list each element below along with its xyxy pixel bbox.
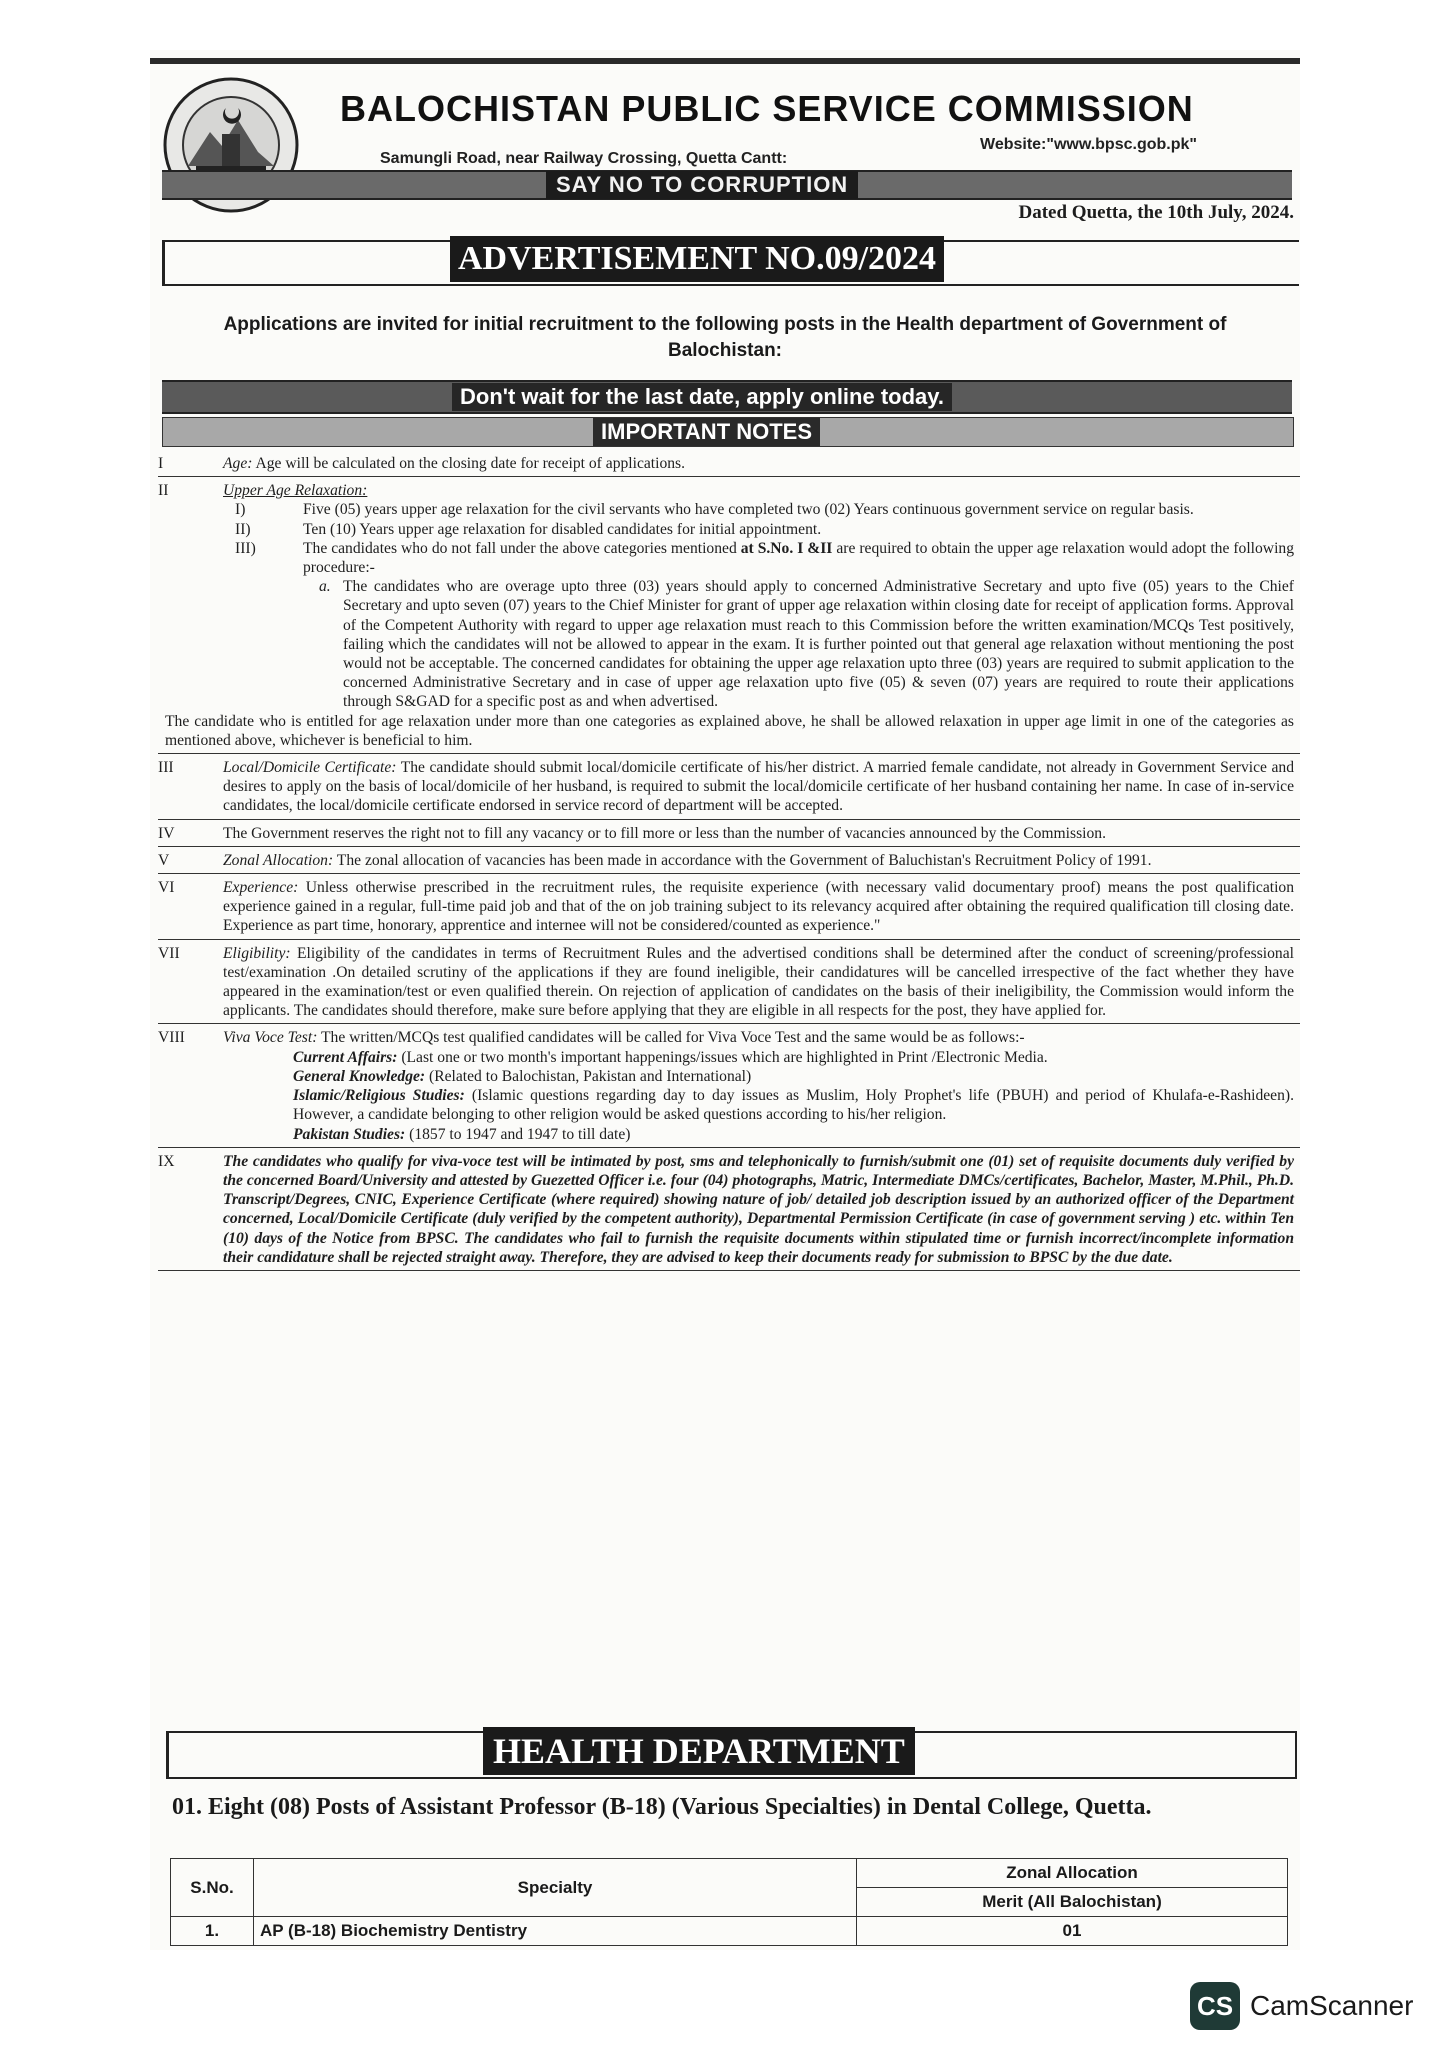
- relaxation-item: [223, 520, 1294, 539]
- relaxation-item: [223, 500, 1294, 519]
- note-number: VIII: [158, 1029, 185, 1047]
- item-text: The candidates who do not fall under the above categories mentioned: [303, 539, 741, 557]
- camscanner-logo-icon: CS: [1190, 1982, 1240, 2030]
- cell-sno: 1.: [171, 1917, 254, 1946]
- viva-item: [223, 1067, 1294, 1086]
- note-upper-age-relaxation: [158, 481, 1300, 754]
- item-text: Five (05) years upper age relaxation for the civil servants who have completed two (02) Years continuous government service on regular basis.: [303, 501, 1194, 519]
- item-text: Ten (10) Years upper age relaxation for disabled candidates for initial appointment.: [303, 520, 822, 538]
- apply-online-text: Don't wait for the last date, apply online today.: [452, 383, 952, 411]
- note-label: Upper Age Relaxation:: [223, 482, 368, 500]
- note-documents: [158, 1152, 1300, 1271]
- important-notes-title: IMPORTANT NOTES: [593, 418, 820, 446]
- note-number: V: [158, 851, 170, 869]
- viva-item: [223, 1125, 1294, 1144]
- note-label: Viva Voce Test:: [223, 1029, 318, 1047]
- note-label: Local/Domicile Certificate:: [223, 759, 397, 777]
- note-number: I: [158, 455, 164, 472]
- viva-item-label: Current Affairs:: [293, 1048, 398, 1066]
- dated-line: Dated Quetta, the 10th July, 2024.: [1018, 202, 1294, 223]
- header-zonal-allocation: Zonal Allocation: [857, 1859, 1288, 1888]
- note-label: Eligibility:: [223, 944, 291, 962]
- note-label: Zonal Allocation:: [223, 851, 334, 869]
- note-number: III: [158, 759, 174, 777]
- slogan: SAY NO TO CORRUPTION: [546, 171, 858, 199]
- cell-specialty: AP (B-18) Biochemistry Dentistry: [254, 1917, 857, 1946]
- org-name: BALOCHISTAN PUBLIC SERVICE COMMISSION: [340, 88, 1194, 129]
- note-number: VII: [158, 944, 180, 962]
- camscanner-watermark: CamScanner: [1250, 1990, 1414, 2021]
- viva-item-label: Pakistan Studies:: [293, 1125, 406, 1143]
- advertisement-intro: Applications are invited for initial recruitment to the following posts in the Health department of Government of Balochistan:: [223, 314, 1227, 361]
- note-label: Experience:: [223, 879, 299, 897]
- note-age: [158, 454, 1300, 477]
- item-text: are required to obtain the upper age relaxation would adopt the following procedure:-: [303, 539, 1294, 577]
- item-number: III): [235, 539, 256, 557]
- viva-item-label: Islamic/Religious Studies:: [293, 1087, 465, 1105]
- note-number: IX: [158, 1152, 175, 1170]
- org-website: Website:"www.bpsc.gob.pk": [980, 136, 1197, 153]
- header-merit: Merit (All Balochistan): [857, 1888, 1288, 1917]
- item-text-bold: at S.No. I &II: [740, 539, 833, 557]
- org-address: Samungli Road, near Railway Crossing, Quetta Cantt:: [380, 150, 788, 167]
- advertisement-title: ADVERTISEMENT NO.09/2024: [450, 236, 944, 282]
- procedure-text: The candidates who are overage upto three (03) years should apply to concerned Administrative Secretary and upto five (05) years to the Chief Secretary and upto seven (07) years to the Chief Minister for grant of upper age relaxation within closing date for receipt of application forms. Approval of the Competent Authority with regard to upper age relaxation must reach to this Commission before the written examination/MCQs Test positively, failing which the candidates will not be allowed to appear in the exam. It is further pointed out that general age relaxation without mentioning the post would not be acceptable. The concerned candidates for obtaining the upper age relaxation upto three (03) years are required to submit application to the concerned Administrative Secretary and in case of upper age relaxation upto five (05) & seven (07) years are required to route their applications through S&GAD for a specific post as and when advertised.: [343, 578, 1294, 711]
- note-text: Unless otherwise prescribed in the recruitment rules, the requisite experience (with necessary valid documentary proof) means the post qualification experience gained in a regular, full-time paid job and that of the on job training subject to its relevancy acquired after obtaining the required qualification till closing date. Experience as part time, honorary, apprentice and internee will not be considered/counted as experience.": [223, 879, 1294, 935]
- note-text: Eligibility of the candidates in terms of Recruitment Rules and the advertised conditions shall be determined after the conduct of screening/professional test/examination .On detailed scrutiny of the applications if they are found ineligible, their candidatures will be cancelled irrespective of the fact whether they have appeared in the examination/test or even qualified therein. On rejection of application of candidates on the basis of their ineligibility, the Commission would inform the applicants. The candidates should therefore, make sure before applying that they are eligible in all respects for the post, they have applied for.: [223, 944, 1294, 1020]
- post-title: 01. Eight (08) Posts of Assistant Professor (B-18) (Various Specialties) in Dental College, Quetta.: [172, 1794, 1152, 1820]
- note-text: Age will be calculated on the closing date for receipt of applications.: [255, 455, 686, 472]
- note-label: Age:: [223, 455, 253, 472]
- top-rule: [150, 58, 1300, 64]
- note-number: VI: [158, 879, 175, 897]
- viva-item: [223, 1086, 1294, 1124]
- relaxation-item: [223, 539, 1294, 577]
- viva-item-text: (Islamic questions regarding day to day issues as Muslim, Holy Prophet's life (PBUH) and period of Khulafa-e-Rashideen). However, a candidate belonging to other religion would be asked questions according to his/her religion.: [293, 1087, 1294, 1124]
- header-sno: S.No.: [171, 1859, 254, 1917]
- viva-item: [223, 1048, 1294, 1067]
- note-text: The written/MCQs test qualified candidates will be called for Viva Voce Test and the same would be as follows:-: [321, 1029, 1025, 1047]
- viva-item-text: (Related to Balochistan, Pakistan and International): [429, 1067, 752, 1085]
- note-government-reserves: [158, 824, 1300, 847]
- relaxation-procedure: [223, 577, 1294, 711]
- note-number: IV: [158, 824, 175, 842]
- header-specialty: Specialty: [254, 1859, 857, 1917]
- item-number: II): [235, 520, 251, 538]
- note-experience: [158, 878, 1300, 940]
- viva-item-text: (Last one or two month's important happenings/issues which are highlighted in Print /Electronic Media.: [401, 1048, 1048, 1066]
- item-number: I): [235, 501, 246, 519]
- note-text: The candidate should submit local/domicile certificate of his/her district. A married female candidate, not already in Government Service and desires to apply on the basis of local/domicile of her husband, is required to submit the local/domicile certificate of her husband containing her name. In case of in-service candidates, the local/domicile certificate endorsed in service record of department will be accepted.: [223, 759, 1294, 815]
- note-eligibility: [158, 944, 1300, 1025]
- important-notes-bar: [162, 417, 1294, 447]
- relaxation-closing: The candidate who is entitled for age relaxation under more than one categories as explained above, he shall be allowed relaxation in upper age limit in one of the categories as mentioned above, whichever is beneficial to him.: [165, 712, 1294, 749]
- document-page: [150, 50, 1300, 1950]
- viva-item-label: General Knowledge:: [293, 1067, 426, 1085]
- note-text: The Government reserves the right not to fill any vacancy or to fill more or less than the number of vacancies announced by the Commission.: [223, 824, 1106, 842]
- important-notes: [158, 454, 1300, 1275]
- cell-merit: 01: [857, 1917, 1288, 1946]
- note-viva-voce: [158, 1028, 1300, 1147]
- note-number: II: [158, 482, 169, 500]
- apply-online-banner: [162, 380, 1292, 414]
- note-domicile: [158, 758, 1300, 820]
- procedure-number: a.: [319, 578, 331, 596]
- specialty-table: [170, 1858, 1288, 1946]
- table-row: [171, 1917, 1288, 1946]
- note-zonal-allocation: [158, 851, 1300, 874]
- note-text: The candidates who qualify for viva-voce test will be intimated by post, sms and telephonically to furnish/submit one (01) set of requisite documents duly verified by the concerned Board/University and attested by Guezetted Officer i.e. four (04) photographs, Matric, Intermediate DMCs/certificates, Bachelor, Master, M.Phil., Ph.D. Transcript/Degrees, CNIC, Experience Certificate (where required) showing nature of job/ detailed job description issued by an authorized officer of the Department concerned, Local/Domicile Certificate (duly verified by the competent authority), Departmental Permission Certificate (in case of government serving ) etc. within Ten (10) days of the Notice from BPSC. The candidates who fail to furnish the requisite documents within stipulated time or furnish incorrect/incomplete information their candidature shall be rejected straight away. Therefore, they are advised to keep their documents ready for submission to BPSC by the due date.: [223, 1152, 1294, 1266]
- note-text: The zonal allocation of vacancies has been made in accordance with the Government of Baluchistan's Recruitment Policy of 1991.: [336, 851, 1152, 869]
- viva-item-text: (1857 to 1947 and 1947 to till date): [409, 1125, 631, 1143]
- health-department-title: HEALTH DEPARTMENT: [483, 1727, 915, 1775]
